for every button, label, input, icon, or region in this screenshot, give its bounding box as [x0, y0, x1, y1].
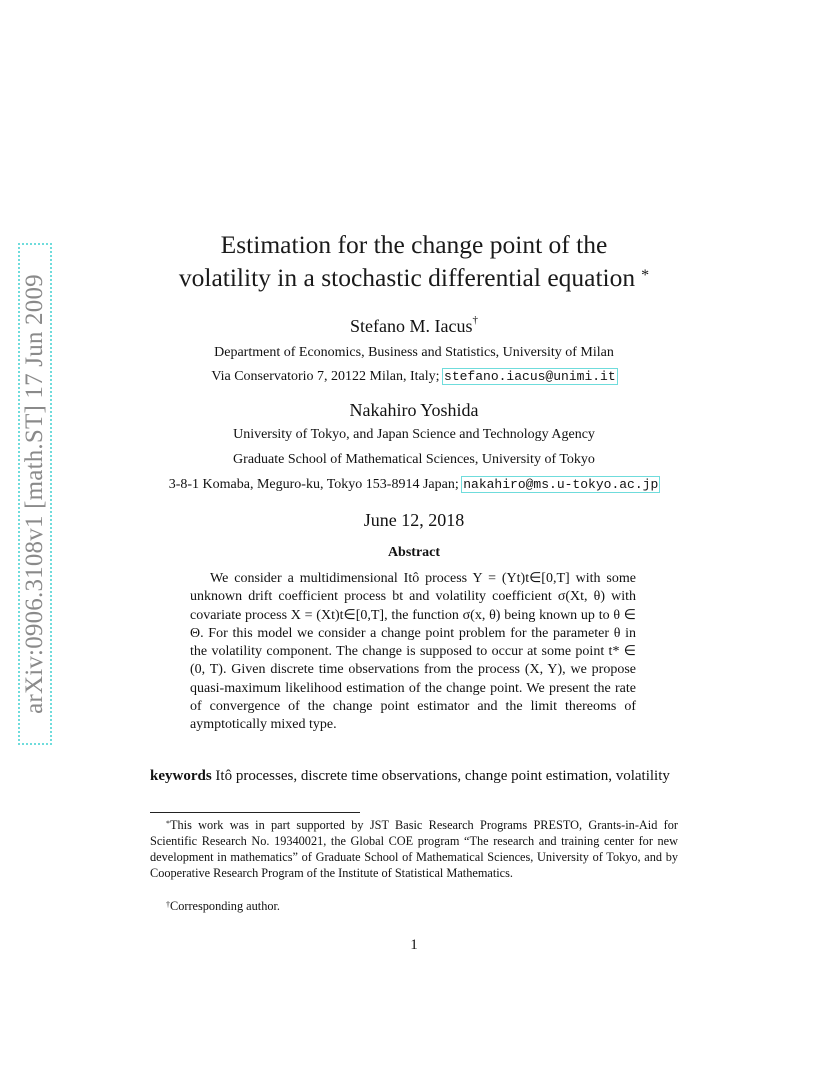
paper-date: June 12, 2018 — [363, 510, 465, 530]
footnote-2-mark: † — [166, 900, 170, 909]
author-1-footnote-mark[interactable]: † — [472, 314, 478, 326]
footnote-1 — [150, 817, 678, 881]
footnote-2 — [150, 898, 678, 914]
affiliation-1-line-2: Via Conservatorio 7, 20122 Milan, Italy; stefano.iacus@unimi.it — [211, 369, 616, 384]
email-link-1[interactable]: stefano.iacus@unimi.it — [444, 369, 616, 384]
abstract-text: We consider a multidimensional Itô process Y = (Yt)t∈[0,T] with some unknown drift coefficient process bt and volatility coefficient σ(Xt, θ) with covariate process X = (Xt)t∈[0,T], the function σ(x, θ) being known up to θ ∈ Θ. For this model we consider a change point problem for the parameter θ in the volatility component. The change is supposed to occur at some point t* ∈ (0, T). Given discrete time observations from the process (X, Y), we propose quasi-maximum likelihood estimation of the change point. We present the rate of convergence of the change point estimator and the limit thereoms of aymptotically mixed type. — [190, 571, 636, 733]
author-1-name: Stefano M. Iacus — [350, 316, 473, 336]
affiliation-2-line-1: University of Tokyo, and Japan Science and Technology Agency — [233, 427, 595, 442]
title-line-2: volatility in a stochastic differential equation * — [178, 263, 650, 292]
affiliation-2-line-2: Graduate School of Mathematical Sciences, University of Tokyo — [233, 452, 595, 467]
keywords-label: keywords — [150, 768, 212, 784]
arxiv-id[interactable]: arXiv:0906.3108v1 [math.ST] 17 Jun 2009 — [21, 274, 48, 714]
title-line-1: Estimation for the change point of the — [220, 230, 608, 259]
affiliation-2-line-3: 3-8-1 Komaba, Meguro-ku, Tokyo 153-8914 Japan; nakahiro@ms.u-tokyo.ac.jp — [168, 477, 659, 492]
keywords-block — [150, 766, 678, 786]
author-1 — [0, 316, 828, 337]
affiliation-1-line-1: Department of Economics, Business and Statistics, University of Milan — [214, 345, 614, 360]
footnote-rule — [150, 812, 360, 813]
title-footnote-mark[interactable]: * — [641, 267, 650, 284]
footnote-1-mark: * — [166, 819, 170, 828]
keywords-text: Itô processes, discrete time observations, change point estimation, volatility — [215, 768, 670, 784]
paper-title — [0, 228, 828, 294]
author-2-name: Nakahiro Yoshida — [349, 400, 479, 420]
page-number: 1 — [410, 937, 418, 953]
footnote-2-text: Corresponding author. — [170, 899, 280, 913]
footnote-1-text: This work was in part supported by JST Basic Research Programs PRESTO, Grants-in-Aid for Scientific Research No. 19340021, the Global COE program “The research and training center for new development in mathematics” of Graduate School of Mathematical Sciences, University of Tokyo, and by Cooperative Research Program of the Institute of Statistical Mathematics. — [150, 818, 678, 880]
email-link-2[interactable]: nakahiro@ms.u-tokyo.ac.jp — [463, 477, 659, 492]
abstract-heading: Abstract — [387, 545, 441, 560]
abstract-body — [190, 570, 636, 735]
